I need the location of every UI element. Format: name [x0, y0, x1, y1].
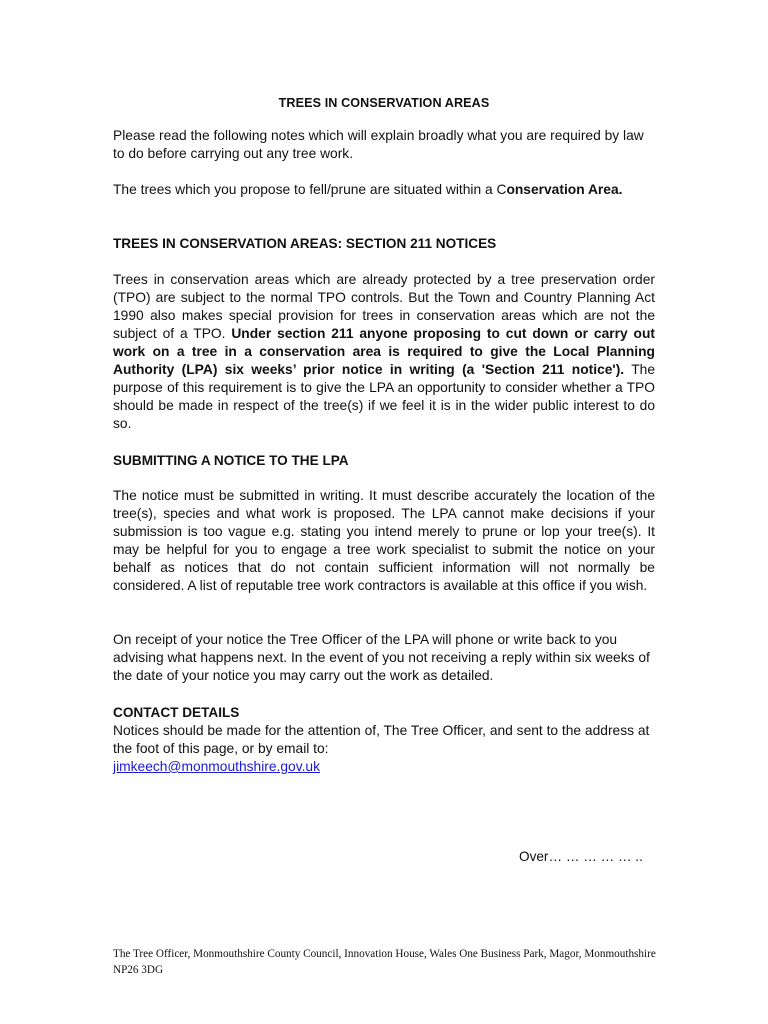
contact-details-paragraph: Notices should be made for the attention of, The Tree Officer, and sent to the address at the foot of this page, or by email to: [113, 723, 650, 756]
page-title: TREES IN CONSERVATION AREAS [278, 96, 490, 110]
receipt-paragraph: On receipt of your notice the Tree Officer of the LPA will phone or write back to you advising what happens next. In the event of you not receiving a reply within six weeks of the date of your notice you may carry out the work as detailed. [113, 632, 650, 683]
over-continuation: Over… … … … … .. [519, 849, 643, 864]
location-text: The trees which you propose to fell/prune are situated within a C [113, 182, 507, 197]
contact-email-line [113, 758, 655, 776]
submitting-notice-heading: SUBMITTING A NOTICE TO THE LPA [113, 453, 349, 468]
section-211-paragraph [113, 271, 655, 433]
contact-details-heading: CONTACT DETAILS [113, 705, 240, 720]
section-211-text-bold: Under section 211 anyone proposing to cut down or carry out work on a tree in a conservation area is required to give the Local Planning Authority (LPA) six weeks’ prior notice in writing (a 'Section 211 notice'). [113, 326, 655, 377]
section-211-heading: TREES IN CONSERVATION AREAS: SECTION 211 NOTICES [113, 236, 497, 251]
contact-email-link[interactable]: jimkeech@monmouthshire.gov.uk [113, 759, 320, 774]
location-bold-text: onservation Area. [506, 182, 623, 197]
section-211-text-intro: Trees in conservation areas which are already protected by a tree preservation order (TPO) are subject to the normal TPO controls. But the Town and Country Planning Act 1990 also makes special provision for trees in conservation areas which are not the subject of a TPO. [113, 272, 655, 341]
submitting-notice-paragraph: The notice must be submitted in writing. It must describe accurately the location of the tree(s), species and what work is proposed. The LPA cannot make decisions if your submission is too vague e.g. stating you intend merely to prune or lop your tree(s). It may be helpful for you to engage a tree work specialist to submit the notice on your behalf as notices that do not contain sufficient information will not normally be considered. A list of reputable tree work contractors is available at this office if you wish. [113, 488, 655, 593]
intro-paragraph: Please read the following notes which will explain broadly what you are required by law to do before carrying out any tree work. [113, 128, 644, 161]
footer-address: The Tree Officer, Monmouthshire County Council, Innovation House, Wales One Business Park, Magor, Monmouthshire NP26 3DG [113, 948, 656, 976]
section-211-text-outro: The purpose of this requirement is to give the LPA an opportunity to consider whether a TPO should be made in respect of the tree(s) if we feel it is in the wider public interest to do so. [113, 362, 656, 431]
location-paragraph [113, 181, 655, 199]
